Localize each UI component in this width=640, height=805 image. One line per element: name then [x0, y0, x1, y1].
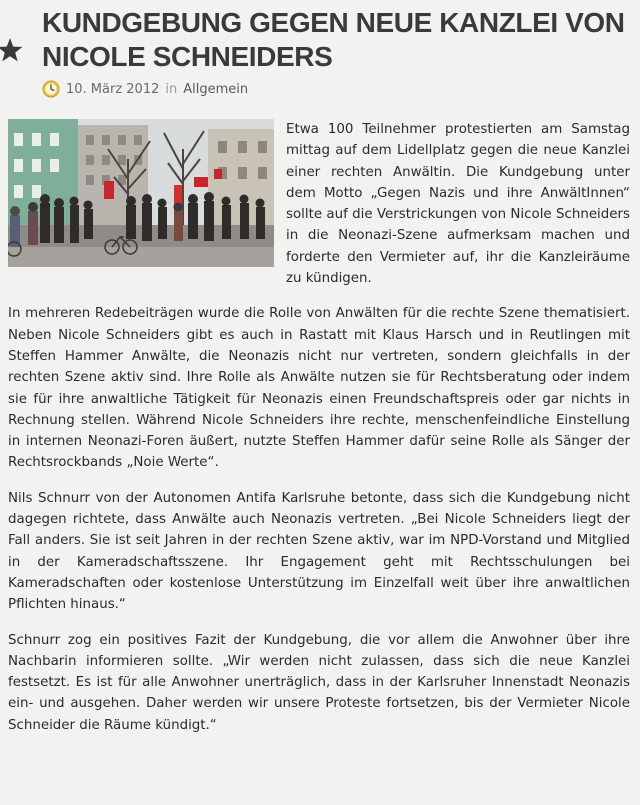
- post-category-link[interactable]: Allgemein: [183, 81, 249, 97]
- article-paragraph: In mehreren Redebeiträgen wurde die Rolle von Anwälten für die rechte Szene thematisiert. Neben Nicole Schneiders gibt es auch in Rastatt mit Klaus Harsch und in Reutlingen mit Steffen Hammer Anwälte, die Neonazis nicht nur vertreten, sondern gleichfalls in der rechten Szene aktiv sind. Ihre Rolle als Anwälte nutzen sie für Rechtsberatung oder indem sie für ihre anwaltliche Tätigkeit für Neonazis einen Freundschaftspreis oder gar nichts in Rechnung stellen. Während Nicole Schneiders ihre rechte, menschenfeindliche Einstellung in internen Neonazi-Foren äußert, nutzte Steffen Hammer dafür seine Rolle als Sänger der Rechtsrockbands „Noie Werte“.: [8, 306, 630, 471]
- clock-icon: [42, 80, 60, 98]
- article-body: [8, 119, 630, 750]
- meta-in-word: in: [165, 81, 178, 97]
- post-title[interactable]: KUNDGEBUNG GEGEN NEUE KANZLEI VON NICOLE SCHNEIDERS: [42, 7, 625, 72]
- photo-demonstration: [8, 119, 274, 267]
- star-icon: [0, 36, 24, 64]
- post-date: 10. März 2012: [66, 81, 160, 97]
- article-paragraph: Nils Schnurr von der Autonomen Antifa Karlsruhe betonte, dass sich die Kundgebung nicht dagegen richtete, dass Anwälte auch Neonazis vertreten. „Bei Nicole Schneiders liegt der Fall anders. Sie ist seit Jahren in der rechten Szene aktiv, war im NPD-Vorstand und Mitglied in der Kameradschaftsszene. Ihr Engagement geht mit Rechtsschulungen bei Kameradschaften oder kostenlose Unterstützung im Einzelfall weit über ihre anwaltlichen Pflichten hinaus.“: [8, 490, 630, 613]
- article-paragraph: Etwa 100 Teilnehmer protestierten am Samstag mittag auf dem Lidellplatz gegen die neue Kanzlei einer rechten Anwältin. Die Kundgebung unter dem Motto „Gegen Nazis und ihre AnwältInnen“ sollte auf die Verstrickungen von Nicole Schneiders in die Neonazi-Szene aufmerksam machen und forderte den Vermieter auf, ihr die Kanzleiräume zu kündigen.: [286, 122, 630, 287]
- post-meta: [42, 80, 248, 98]
- article-paragraph: Schnurr zog ein positives Fazit der Kundgebung, die vor allem die Anwohner über ihre Nachbarin informieren sollte. „Wir werden nicht zulassen, dass sich die neue Kanzlei festsetzt. Es ist für alle Anwohner unerträglich, dass in der Karlsruher Innenstadt Neonazis ein- und ausgehen. Daher werden wir unsere Proteste fortsetzen, bis der Vermieter Nicole Schneider die Räume kündigt.“: [8, 632, 630, 733]
